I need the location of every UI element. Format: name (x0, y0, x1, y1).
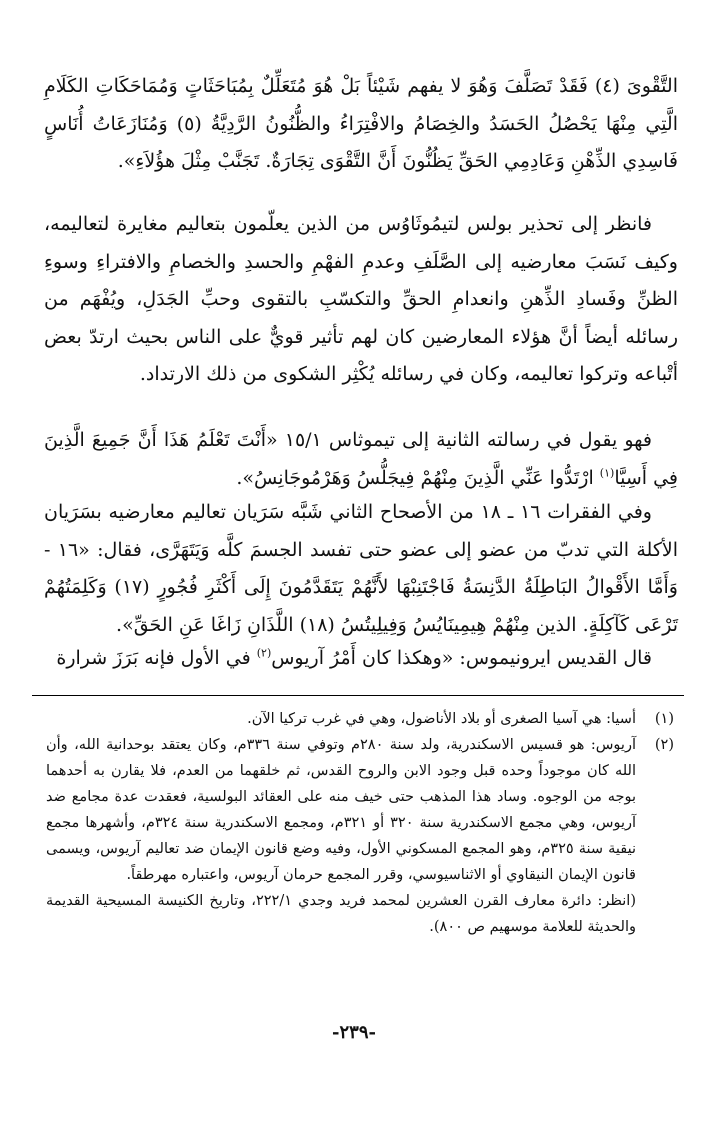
page-number: -٢٣٩- (332, 1022, 376, 1043)
paragraph-text: قال القديس ايرونيموس: «وهكذا كان أَمْرُ آريوس (271, 647, 652, 669)
footnote-number: (٢) (654, 737, 674, 753)
paragraph-jerome-quote (44, 640, 678, 678)
footnote-text (46, 732, 636, 940)
paragraph-text: في الأول فإنه بَرَزَ شرارة (56, 647, 257, 669)
footnotes (46, 706, 674, 940)
paragraph-text: فهو يقول في رسالته الثانية إلى تيموثاس ١٥/١ «أَنْتَ تَعْلَمُ هَذَا أَنَّ جَمِيعَ الَّذِينَ فِي أَسِيَّا (44, 429, 678, 489)
footnote-body: آريوس: هو قسيس الاسكندرية، ولد سنة ٢٨٠م وتوفي سنة ٣٣٦م، وكان يعتقد بوحدانية الله، وأن الله كان موجوداً وحده قبل وجود الابن والروح القدس، ثم خلقهما من العدم، فلا يقارن به أحدهما بوجه من الوجوه. وساد هذا المذهب حتى خيف منه على العقائد البولسية، فعقدت عدة مجامع ضد آريوس، وهي مجمع الاسكندرية سنة ٣٢٠ أو ٣٢١م، ومجمع الاسكندرية سنة ٣٢٤م، وأشهرها مجمع نيقية سنة ٣٢٥م، وهو المجمع المسكوني الأول، وفيه وضع قانون الإيمان ضد تعاليم آريوس، ويسمى قانون الإيمان النيقاوي أو الاثناسيوسي، وقرر المجمع حرمان آريوس، واعتباره مهرطقاً. (46, 737, 637, 883)
footnote-reference: (١) (599, 466, 615, 480)
footnote-1 (46, 706, 674, 732)
footnote-separator (32, 695, 684, 696)
footnote-2 (46, 732, 674, 940)
paragraph-verses-16-18: وفي الفقرات ١٦ ـ ١٨ من الأصحاح الثاني شَبَّه سَرَيان تعاليم معارضيه بسَرَيان الأكلة التي تدبّ من عضو إلى عضو حتى تفسد الجسمَ كلَّه وَيَتَهَرَّى، فقال: «١٦ - وَأَمَّا الأَقْوالُ البَاطِلَةُ الدَّنِسَةُ فَاجْتَنِبْهَا لأَنَّهُمْ يَتَقَدَّمُونَ إِلَى أَكْثَرِ فُجُورٍ (١٧) وَكَلِمَتُهُمْ تَرْعَى كَآكِلَةٍ. الذين مِنْهُمْ هِيمِينَايُسُ وَفِيلِيتُسُ (١٨) اللَّذَانِ زَاغَا عَنِ الحَقِّ». (44, 501, 678, 636)
paragraph-text: ارْتَدُّوا عَنِّي الَّذِينَ مِنْهُمْ فِيجَلُّسُ وَهَرْمُوجَانِسُ». (236, 466, 600, 489)
paragraph-paul-warning: فانظر إلى تحذير بولس لتيمُوثَاوُس من الذين يعلّمون بتعاليم مغايرة لتعاليمه، وكيف نَسَبَ معارضيه إلى الصَّلَفِ وعدمِ الفهْمِ والحسدِ والخصامِ والافتراءِ وسوءِ الظنِّ وفَسادِ الذِّهنِ وانعدامِ الحقِّ والتكسّبِ بالتقوى وحبِّ الجَدَلِ، ويُفْهَم من رسائله أيضاً أنَّ هؤلاء المعارضين كان لهم تأثير قويٌّ على الناس بحيث ارتدّ بعض أتْباعه وتركوا تعاليمه، وكان في رسائله يُكْثِر الشكوى من ذلك الارتداد. (44, 213, 678, 385)
footnote-reference: (٢) (256, 646, 272, 660)
paragraph-quote-continuation: التَّقْوىَ (٤) فَقَدْ تَصَلَّفَ وَهُوَ لا يفهم شَيْئاً بَلْ هُوَ مُتَعَلِّلٌ بِمُبَاحَثَاتٍ وَمُمَاحَكَاتِ الكَلَامِ الَّتِي مِنْهَا يَحْصُلُ الحَسَدُ والخِصَامُ والافْتِرَاءُ والظُّنُونُ الرَّدِيَّةُ (٥) وَمُنَازَعَاتُ أُنَاسٍ فَاسِدِي الذِّهْنِ وَعَادِمِي الحَقِّ يَظُنُّونَ أَنَّ التَّقْوَى تِجَارَةٌ. تَجَنَّبْ مِثْلَ هؤُلاَءِ». (44, 75, 678, 172)
paragraph-timothy-quote (44, 422, 678, 497)
footnote-text: أسيا: هي آسيا الصغرى أو بلاد الأناضول، وهي في غرب تركيا الآن. (247, 711, 636, 727)
footnote-number: (١) (654, 711, 674, 727)
footnote-source: (انظر: دائرة معارف القرن العشرين لمحمد فريد وجدي ٢٢٢/١، وتاريخ الكنيسة المسيحية القديمة والحديثة للعلامة موسهيم ص ٨٠٠). (46, 893, 636, 935)
